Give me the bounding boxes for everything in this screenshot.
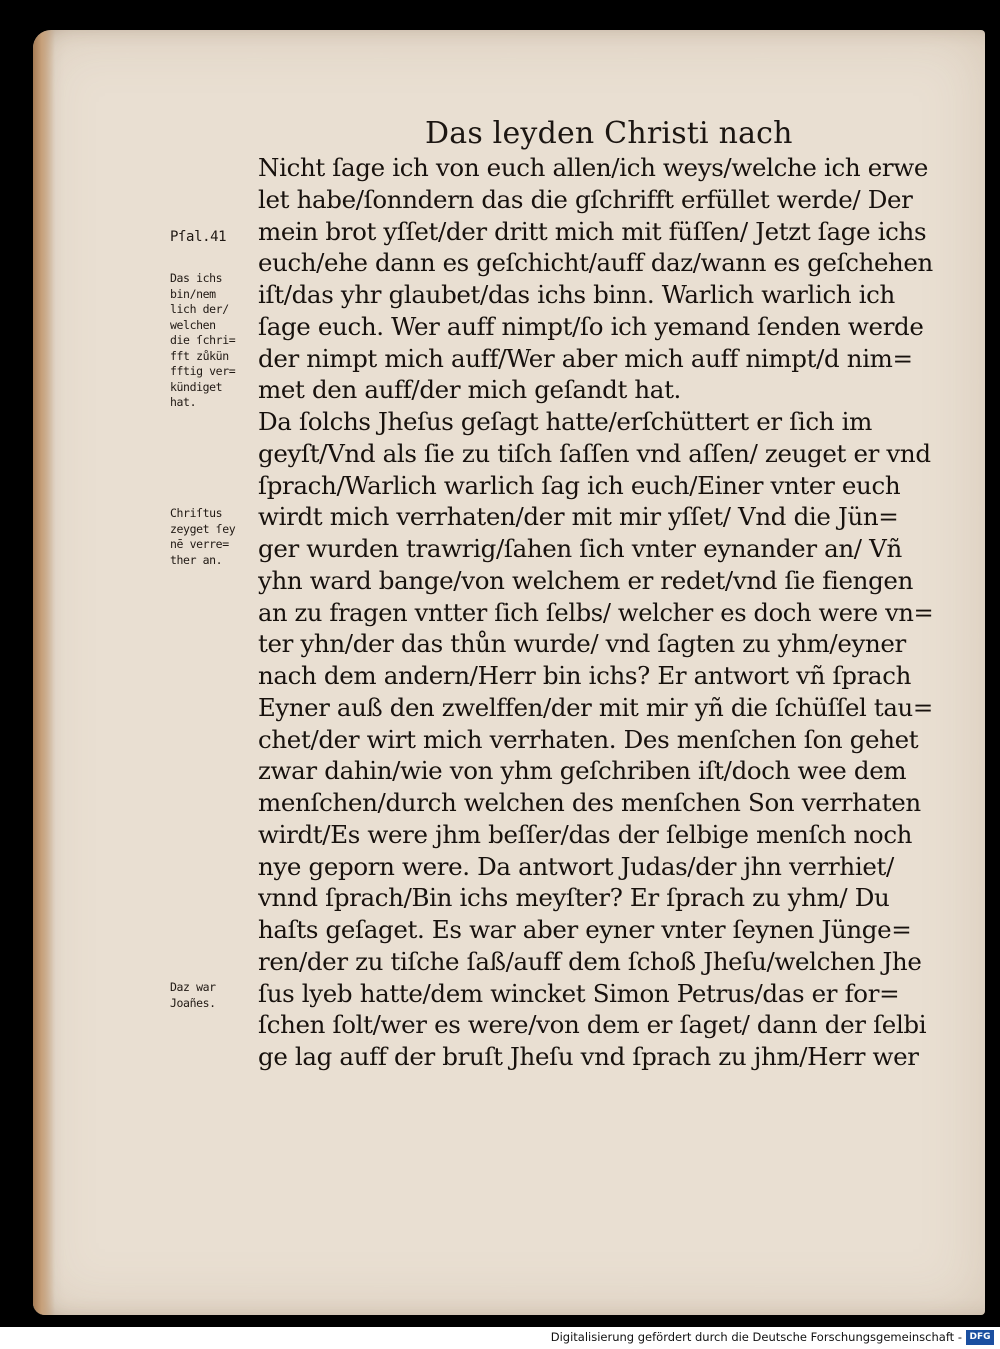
margin-line: bin/nem [170, 286, 216, 301]
text-line: mein brot yſſet/der dritt mich mit füſſen/ Jetzt ſage ichs [258, 216, 927, 246]
text-line: Nicht ſage ich von euch allen/ich weys/welche ich erwe [258, 153, 928, 182]
text-line: wirdt/Es were jhm beſſer/das der ſelbige menſch noch [258, 819, 913, 849]
margin-line: Chriſtus [170, 506, 223, 520]
text-line: ger wurden trawrig/ſahen ſich vnter eynander an/ Vñ [258, 534, 902, 563]
footer-credit: Digitalisierung gefördert durch die Deutsche Forschungsgemeinschaft - [550, 1330, 962, 1344]
text-line: geyſt/Vnd als ſie zu tiſch ſaſſen vnd aſſen/ zeuget er vnd [258, 438, 931, 468]
dfg-logo-icon[interactable]: DFG [966, 1330, 994, 1345]
text-line: iſt/das yhr glaubet/das ichs binn. Warlich warlich ich [258, 280, 895, 309]
margin-line: nē verre= [170, 537, 229, 551]
margin-line: zeyget ſey [170, 521, 236, 536]
text-line: let habe/ſonndern das die gſchrifft erfüllet werde/ Der [258, 184, 913, 214]
margin-line: fftig ver= [170, 364, 236, 378]
text-line: chet/der wirt mich verrhaten. Des menſchen ſon gehet [258, 724, 919, 754]
margin-note-christus [170, 506, 252, 568]
margin-note-psalm [170, 230, 252, 246]
text-line: menſchen/durch welchen des menſchen Son verrhaten [258, 788, 921, 817]
text-line: vnnd ſprach/Bin ichs meyſter? Er ſprach zu yhm/ Du [258, 883, 890, 913]
margin-line: Joañes. [170, 995, 216, 1010]
margin-line: Das ichs [170, 271, 223, 285]
margin-note-joannes [170, 980, 252, 1011]
margin-line: welchen [170, 317, 216, 332]
text-line: haſts geſaget. Es war aber eyner vnter ſeynen Jünge= [258, 915, 912, 944]
text-line: nach dem andern/Herr bin ichs? Er antwort vñ ſprach [258, 661, 911, 690]
text-line: Eyner auß den zwelffen/der mit mir yñ die ſchüſſel tau= [258, 692, 933, 722]
body-text [258, 152, 933, 1073]
text-line: ſchen ſolt/wer es were/von dem er ſaget/ dann der ſelbi [258, 1010, 927, 1040]
text-line: ren/der zu tiſche ſaß/auff dem ſchoß Jheſu/welchen Jhe [258, 946, 922, 976]
text-line: Da ſolchs Jheſus geſagt hatte/erſchüttert er ſich im [258, 407, 873, 436]
text-line: der nimpt mich auff/Wer aber mich auff nimpt/d nim= [258, 343, 913, 373]
text-line: ter yhn/der das thůn wurde/ vnd ſagten zu yhm/eyner [258, 629, 906, 659]
text-line: nye geporn were. Da antwort Judas/der jhn verrhiet/ [258, 851, 894, 881]
text-line: ge lag auff der bruſt Jheſu vnd ſprach zu jhm/Herr wer [258, 1042, 919, 1071]
text-line: ſprach/Warlich warlich ſag ich euch/Einer vnter euch [258, 470, 901, 500]
margin-line: fft zůkün [170, 348, 229, 363]
text-line: ſus lyeb hatte/dem wincket Simon Petrus/das er for= [258, 978, 900, 1008]
margin-line: ther an. [170, 552, 223, 567]
margin-line: die ſchri= [170, 333, 236, 347]
margin-line: kündiget [170, 379, 223, 394]
text-line: ſage euch. Wer auff nimpt/ſo ich yemand ſenden werde [258, 311, 924, 341]
running-head: Das leyden Christi nach [425, 116, 793, 151]
margin-line: hat. [170, 395, 197, 409]
margin-note-das-ichs [170, 271, 252, 411]
margin-line: Daz war [170, 980, 216, 994]
text-line: zwar dahin/wie von yhm geſchriben iſt/doch wee dem [258, 756, 907, 786]
text-line: met den auff/der mich geſandt hat. [258, 375, 681, 405]
text-line: yhn ward bange/von welchem er redet/vnd ſie fiengen [258, 565, 914, 595]
text-line: an zu fragen vntter ſich ſelbs/ welcher es doch were vn= [258, 597, 934, 627]
text-line: wirdt mich verrhaten/der mit mir yſſet/ Vnd die Jün= [258, 502, 899, 532]
margin-line: Pſal.41 [170, 229, 227, 245]
footer-bar [0, 1327, 1000, 1349]
margin-line: lich der/ [170, 302, 229, 316]
text-line: euch/ehe dann es geſchicht/auff daz/wann es geſchehen [258, 248, 933, 278]
